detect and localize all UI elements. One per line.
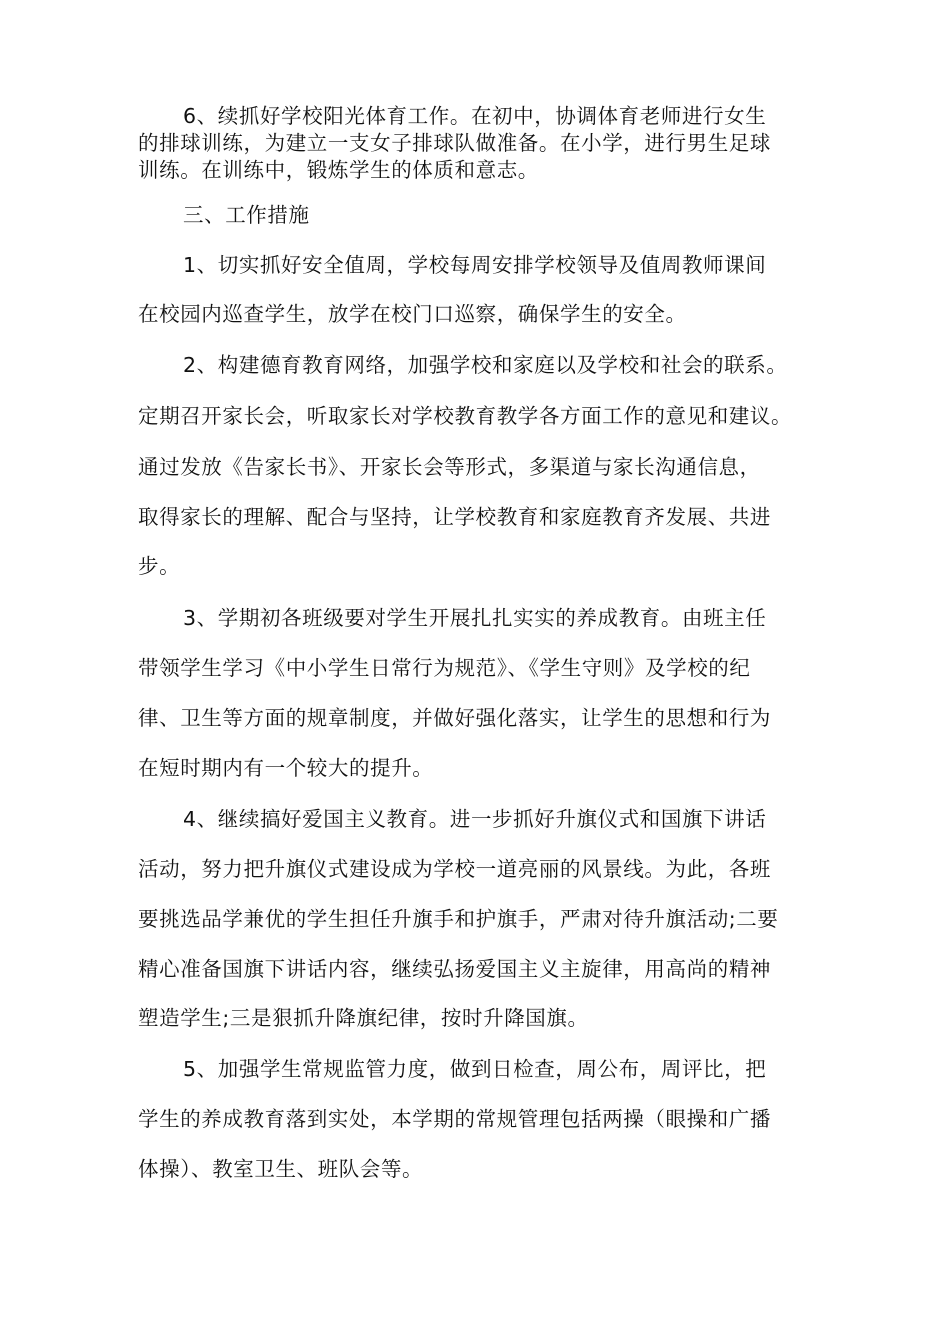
text-line: 2、构建德育教育网络，加强学校和家庭以及学校和社会的联系。: [183, 353, 788, 377]
text-line: 带领学生学习《中小学生日常行为规范》、《学生守则》及学校的纪: [138, 656, 751, 680]
text-line: 3、学期初各班级要对学生开展扎扎实实的养成教育。由班主任: [183, 606, 767, 630]
section-heading: 三、工作措施: [183, 203, 310, 227]
text-line: 取得家长的理解、配合与坚持，让学校教育和家庭教育齐发展、共进: [138, 505, 771, 529]
text-line: 活动，努力把升旗仪式建设成为学校一道亮丽的风景线。为此，各班: [138, 857, 771, 881]
text-line: 学生的养成教育落到实处，本学期的常规管理包括两操（眼操和广播: [138, 1107, 771, 1131]
text-line: 定期召开家长会，听取家长对学校教育教学各方面工作的意见和建议。: [138, 404, 793, 428]
text-line: 1、切实抓好安全值周，学校每周安排学校领导及值周教师课间: [183, 253, 767, 277]
text-line: 步。: [138, 554, 181, 578]
text-line: 5、加强学生常规监管力度，做到日检查，周公布，周评比，把: [183, 1057, 767, 1081]
text-line: 通过发放《告家长书》、开家长会等形式，多渠道与家长沟通信息，: [138, 455, 761, 479]
text-line: 律、卫生等方面的规章制度，并做好强化落实，让学生的思想和行为: [138, 706, 771, 730]
text-line: 要挑选品学兼优的学生担任升旗手和护旗手，严肃对待升旗活动;二要: [138, 907, 779, 931]
text-line: 精心准备国旗下讲话内容，继续弘扬爱国主义主旋律，用高尚的精神: [138, 957, 771, 981]
text-line: 6、续抓好学校阳光体育工作。在初中，协调体育老师进行女生: [183, 104, 767, 128]
text-line: 在校园内巡查学生，放学在校门口巡察，确保学生的安全。: [138, 302, 687, 326]
text-line: 训练。在训练中，锻炼学生的体质和意志。: [138, 158, 539, 182]
text-line: 体操）、教室卫生、班队会等。: [138, 1157, 424, 1181]
text-line: 4、继续搞好爱国主义教育。进一步抓好升旗仪式和国旗下讲话: [183, 807, 767, 831]
text-line: 的排球训练，为建立一支女子排球队做准备。在小学，进行男生足球: [138, 131, 771, 155]
text-line: 塑造学生;三是狠抓升降旗纪律，按时升降国旗。: [138, 1006, 589, 1030]
text-line: 在短时期内有一个较大的提升。: [138, 756, 434, 780]
